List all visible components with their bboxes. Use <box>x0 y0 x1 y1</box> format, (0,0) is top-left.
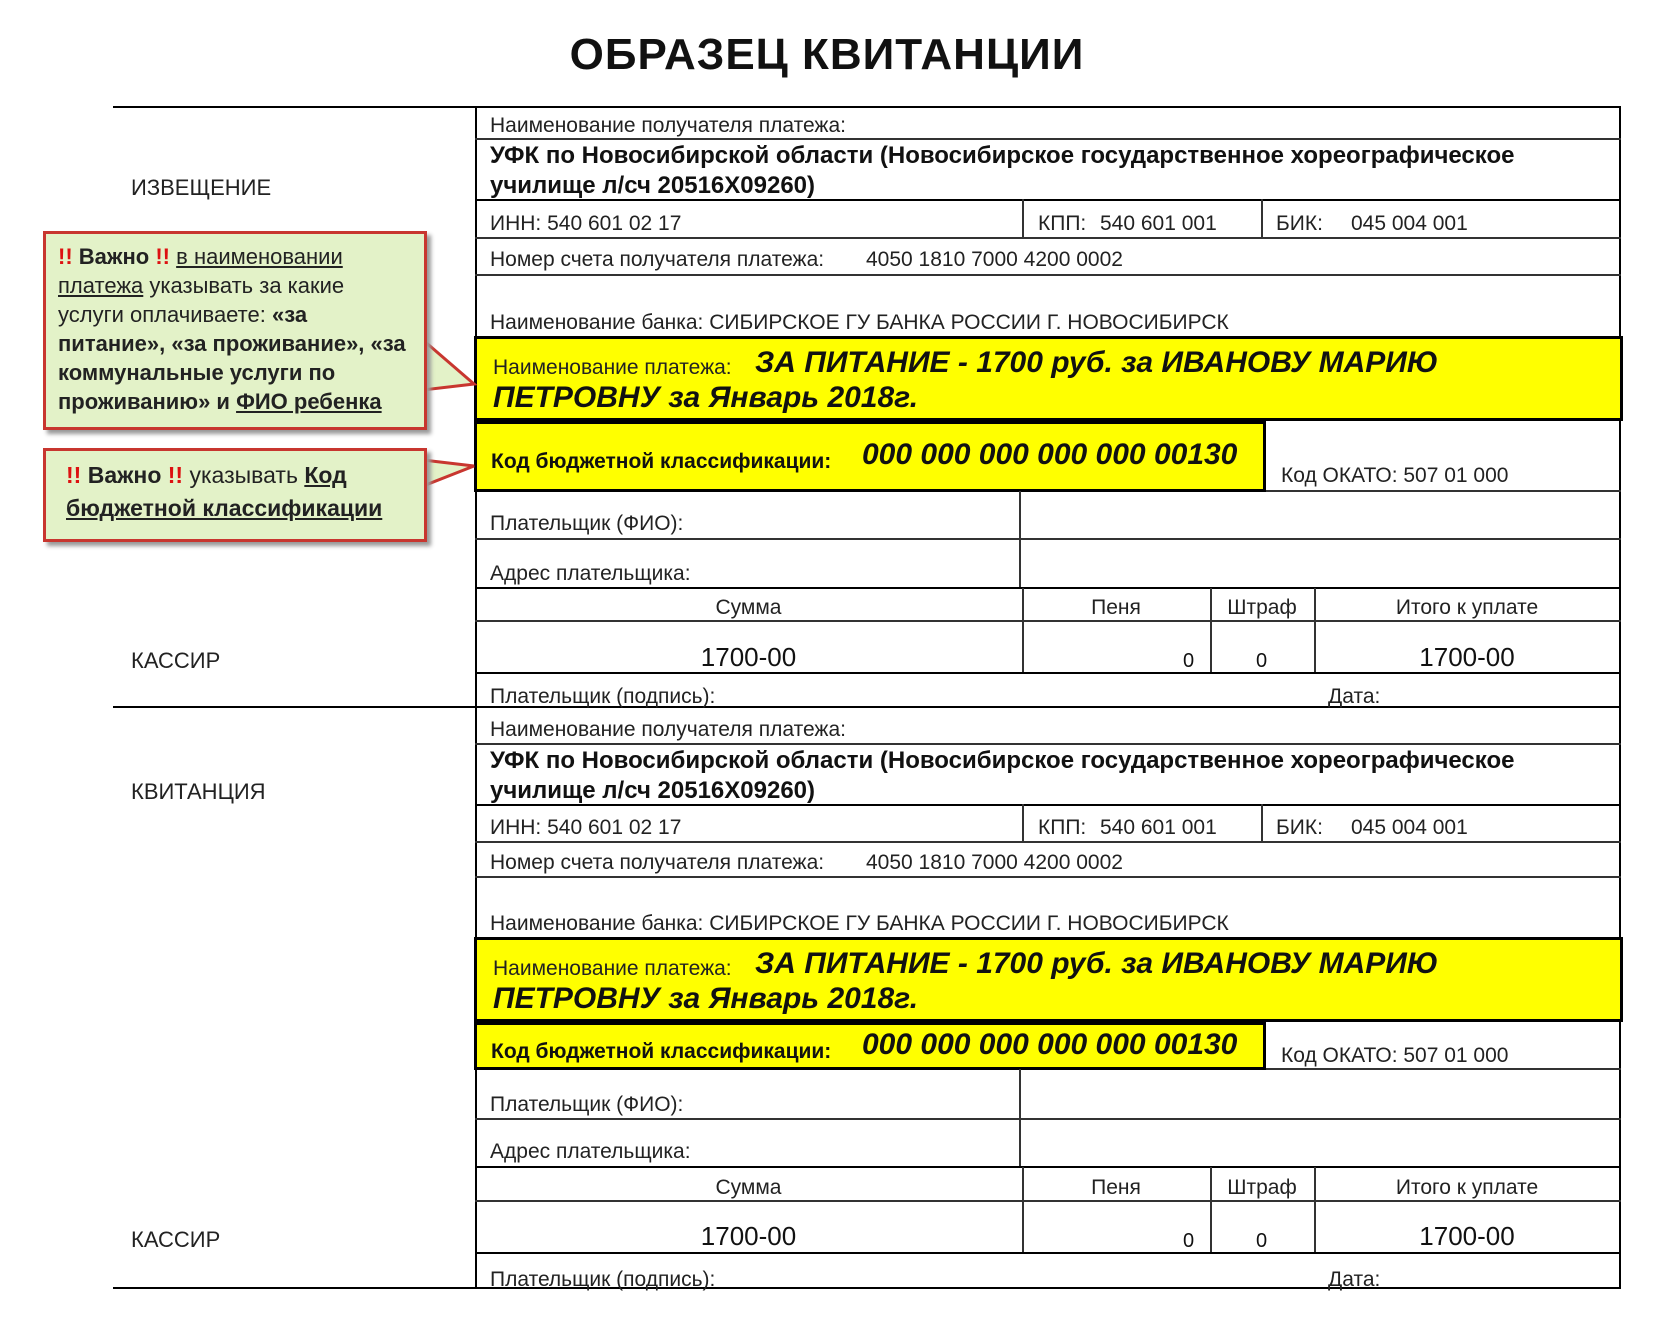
kbk-value: 000 000 000 000 000 00130 <box>862 1028 1238 1061</box>
inn: ИНН: 540 601 02 17 <box>490 212 682 235</box>
callout1-bold: «за питание», «за проживание», «за коммунальные услуги по проживанию» и <box>58 302 406 414</box>
callout-payment-purpose <box>43 231 427 430</box>
callout2-text: указывать <box>183 462 305 488</box>
bik-value: 045 004 001 <box>1351 816 1468 839</box>
cashier-label: КАССИР <box>131 1227 221 1252</box>
payment-label: Наименование платежа: <box>493 957 732 980</box>
col-penalty: Пеня <box>1091 596 1141 619</box>
account-value: 4050 1810 7000 4200 0002 <box>866 851 1123 874</box>
kpp-label: КПП: <box>1038 816 1087 839</box>
kbk-label: Код бюджетной классификации: <box>491 1040 832 1063</box>
callout1-underlined: в наименовании платежа <box>58 244 343 298</box>
okato: Код ОКАТО: 507 01 000 <box>1281 464 1509 487</box>
total-value: 1700-00 <box>1419 1221 1515 1251</box>
notice-label: ИЗВЕЩЕНИЕ <box>131 175 272 200</box>
col-total: Итого к уплате <box>1395 596 1539 619</box>
important-word: Важно <box>87 462 162 488</box>
bik-label: БИК: <box>1276 816 1323 839</box>
payer-fio-label: Плательщик (ФИО): <box>490 512 684 535</box>
col-total: Итого к уплате <box>1395 1176 1539 1199</box>
cashier-label: КАССИР <box>131 648 221 673</box>
recipient-value-line1: УФК по Новосибирской области (Новосибирское государственное хореографическое <box>490 747 1515 774</box>
payer-fio-label: Плательщик (ФИО): <box>490 1093 684 1116</box>
page-title: ОБРАЗЕЦ КВИТАНЦИИ <box>569 30 1085 79</box>
inn: ИНН: 540 601 02 17 <box>490 816 682 839</box>
important-mark: !! <box>58 244 73 269</box>
bank-name: Наименование банка: СИБИРСКОЕ ГУ БАНКА РОССИИ Г. НОВОСИБИРСК <box>490 912 1229 935</box>
callout1-text: указывать за какие услуги оплачиваете: <box>58 273 345 327</box>
total-value: 1700-00 <box>1419 642 1515 672</box>
payment-value-line1: ЗА ПИТАНИЕ - 1700 руб. за ИВАНОВУ МАРИЮ <box>755 947 1439 980</box>
fine-value: 0 <box>1256 1230 1268 1252</box>
account-value: 4050 1810 7000 4200 0002 <box>866 248 1123 271</box>
kpp-label: КПП: <box>1038 212 1087 235</box>
payer-signature-label: Плательщик (подпись): <box>490 1268 716 1291</box>
receipt-label: КВИТАНЦИЯ <box>131 779 266 804</box>
recipient-value-line2: училище л/сч 20516X09260) <box>490 172 816 199</box>
important-mark: !! <box>155 244 171 269</box>
payment-value-line2: ПЕТРОВНУ за Январь 2018г. <box>493 982 919 1015</box>
col-sum: Сумма <box>715 596 782 619</box>
sum-value: 1700-00 <box>700 642 797 672</box>
payment-label: Наименование платежа: <box>493 356 732 379</box>
recipient-label: Наименование получателя платежа: <box>490 718 846 741</box>
okato: Код ОКАТО: 507 01 000 <box>1281 1044 1509 1067</box>
callout-kbk <box>43 448 427 542</box>
sum-value: 1700-00 <box>700 1221 797 1251</box>
bik-value: 045 004 001 <box>1351 212 1468 235</box>
kbk-value: 000 000 000 000 000 00130 <box>862 438 1238 471</box>
kbk-label: Код бюджетной классификации: <box>491 450 832 473</box>
penalty-value: 0 <box>1183 650 1195 672</box>
date-label: Дата: <box>1328 1268 1381 1291</box>
account-label: Номер счета получателя платежа: <box>490 851 825 874</box>
kpp-value: 540 601 001 <box>1100 212 1217 235</box>
important-word: Важно <box>78 244 150 269</box>
fine-value: 0 <box>1256 650 1268 672</box>
recipient-label: Наименование получателя платежа: <box>490 114 846 137</box>
callout2-kbk: Код бюджетной классификации <box>66 462 383 521</box>
col-penalty: Пеня <box>1091 1176 1141 1199</box>
important-mark: !! <box>66 462 82 488</box>
payer-address-label: Адрес плательщика: <box>490 1140 691 1163</box>
col-fine: Штраф <box>1227 1176 1297 1199</box>
callout1-fio: ФИО ребенка <box>236 389 382 414</box>
col-fine: Штраф <box>1227 596 1297 619</box>
bik-label: БИК: <box>1276 212 1323 235</box>
recipient-value-line2: училище л/сч 20516X09260) <box>490 777 816 804</box>
col-sum: Сумма <box>715 1176 782 1199</box>
account-label: Номер счета получателя платежа: <box>490 248 825 271</box>
recipient-value-line1: УФК по Новосибирской области (Новосибирское государственное хореографическое <box>490 142 1515 169</box>
callout1-pointer <box>423 340 474 390</box>
kpp-value: 540 601 001 <box>1100 816 1217 839</box>
date-label: Дата: <box>1328 685 1381 708</box>
payer-signature-label: Плательщик (подпись): <box>490 685 716 708</box>
payment-value-line1: ЗА ПИТАНИЕ - 1700 руб. за ИВАНОВУ МАРИЮ <box>755 346 1439 379</box>
callout2-pointer <box>423 460 474 486</box>
important-mark: !! <box>167 462 184 488</box>
bank-name: Наименование банка: СИБИРСКОЕ ГУ БАНКА РОССИИ Г. НОВОСИБИРСК <box>490 311 1229 334</box>
payment-value-line2: ПЕТРОВНУ за Январь 2018г. <box>493 381 919 414</box>
payer-address-label: Адрес плательщика: <box>490 562 691 585</box>
penalty-value: 0 <box>1183 1230 1195 1252</box>
